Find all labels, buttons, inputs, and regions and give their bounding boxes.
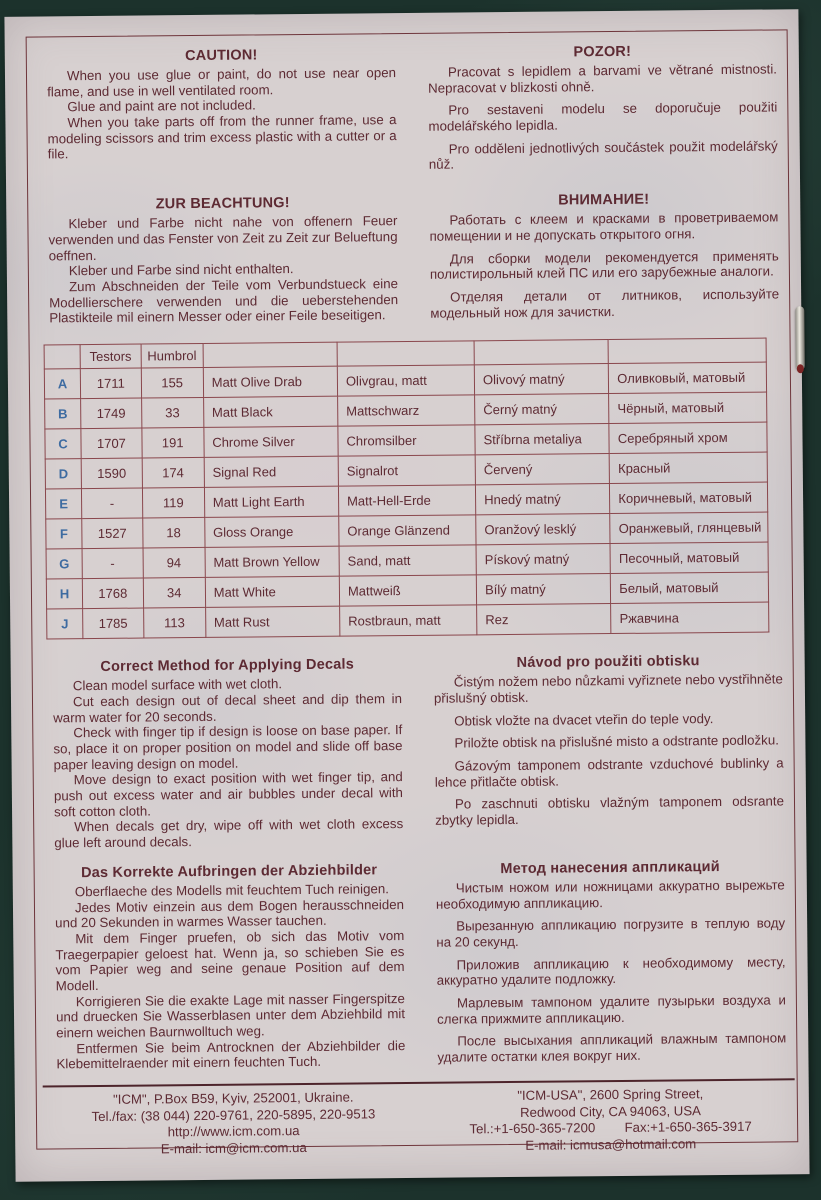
paragraph: Работать с клеем и красками в проветриваемом помещении и не допускать открытого огня. [429,209,779,244]
empty-header-cell [44,345,80,369]
color-name-ru: Серебряный хром [609,422,767,454]
testors-code: 1711 [80,368,141,399]
paragraph: Move design to exact position with wet finger tip, and push out excess water and air bubbles under decal with soft cotton cloth. [53,769,403,820]
paragraph: Pro sestaveni modelu se doporučuje použiti modelářského lepidla. [428,99,778,134]
color-name-de: Chromsilber [338,425,475,456]
testors-code: 1527 [82,518,143,549]
humbrol-code: 113 [143,608,205,639]
footer [57,1085,788,1160]
color-name-de: Signalrot [338,455,475,486]
paragraph: Po zaschnuti obtisku vlažným tamponem odsrante zbytky lepidla. [435,793,785,828]
section-title: Correct Method for Applying Decals [100,656,355,676]
humbrol-code: 191 [142,428,204,459]
color-letter: E [45,489,81,519]
color-name-ru: Красный [609,452,767,484]
paragraph: Kleber und Farbe nicht nahe von offenern Feuer verwenden und das Fenster von Zeit zu Zeit zur Belueftung oeffnen. [48,213,398,263]
color-name-en: Matt Light Earth [204,486,339,517]
humbrol-code: 94 [143,548,205,579]
color-name-de: Sand, matt [339,545,476,576]
color-name-de: Mattschwarz [338,395,475,426]
color-name-en: Matt Black [203,396,338,427]
address-line: "ICM-USA", 2600 Spring Street, [517,1085,704,1103]
color-name-ru: Чёрный, матовый [609,392,767,424]
color-name-de: Rostbraun, matt [340,605,477,636]
paragraph: Korrigieren Sie die exakte Lage mit nasser Fingerspitze und druecken Sie Wasserblasen unter dem Abziehbild mit einern weichen Baurnwolltuch weg. [55,990,406,1041]
testors-code: 1590 [81,458,142,489]
decals-section-english [53,656,404,851]
testors-code: 1768 [82,578,143,609]
section-title: CAUTION! [184,47,258,65]
paragraph: Чистым ножом или ножницами аккуратно вырежьте необходимую аппликацию. [435,877,785,912]
color-name-en: Matt Brown Yellow [205,546,340,577]
color-name-en: Chrome Silver [204,426,339,457]
empty-header-cell [474,340,608,365]
color-name-ru: Оливковый, матовый [609,362,767,394]
footer-address-icm-ukraine [57,1089,411,1160]
color-name-de: Matt-Hell-Erde [338,485,475,516]
empty-header-cell [203,342,337,367]
color-name-de: Olivgrau, matt [337,365,474,396]
color-name-cz: Oranžový lesklý [476,514,611,545]
paragraph: Glue and paint are not included. [67,97,256,115]
color-name-cz: Hnedý matný [476,484,611,515]
paragraph: Pracovat s lepidlem a barvami ve větrané mistnosti. Nepracovat v blizkosti ohně. [428,61,778,96]
paragraph: Čistým nožem nebo nůzkami vyřiznete nebo vystřihněte přislušný obtisk. [433,671,783,706]
color-name-ru: Оранжевый, глянцевый [610,512,768,544]
address-line: Redwood City, CA 94063, USA [519,1102,701,1120]
color-name-en: Matt Rust [205,606,340,637]
section-title: POZOR! [573,43,632,61]
color-name-ru: Песочный, матовый [610,542,768,574]
color-name-en: Matt White [205,576,340,607]
testors-code: 1785 [83,608,144,639]
section-title: Das Korrekte Aufbringen der Abziehbilder [80,862,378,881]
humbrol-code: 119 [142,488,204,519]
paragraph: Для сборки модели рекомендуется применять полистирольный клей ПС или его зарубежные аналоги. [429,247,779,282]
humbrol-code: 34 [143,578,205,609]
color-name-en: Matt Olive Drab [203,366,338,397]
color-name-cz: Stříbrna metaliya [475,424,610,455]
paragraph: Kleber und Farbe sind nicht enthalten. [68,261,294,279]
paragraph: Mit dem Finger pruefen, ob sich das Motiv vom Traegerpapier geloest hat. Wenn ja, so schieben Sie es vom Papier weg and seine genaue Position auf dem Modell. [55,927,405,994]
color-name-cz: Rez [477,604,612,635]
empty-header-cell [608,338,766,364]
paragraph: When decals get dry, wipe off with wet cloth excess glue left around decals. [54,816,404,851]
paragraph: Obtisk vložte na dvacet vteřin do teple vody. [454,710,714,729]
color-name-cz: Bílý matný [476,574,611,605]
testors-code: 1707 [81,428,142,459]
paragraph: Вырезанную аппликацию погрузите в теплую воду на 20 секунд. [436,915,786,950]
humbrol-code: 155 [141,368,203,399]
paragraph: When you take parts off from the runner frame, use a modeling scissors and trim excess plastic with a cutter or a file. [47,112,397,162]
color-name-de: Orange Glänzend [339,515,476,546]
address-line: E-mail: icmusa@hotmail.com [525,1136,697,1154]
color-name-ru: Коричневый, матовый [610,482,768,514]
color-name-cz: Červený [475,454,610,485]
paragraph: Priložte obtisk na přislušné misto a odstrante podložku. [454,732,779,751]
color-name-de: Mattweiß [339,575,476,606]
humbrol-code: 174 [142,458,204,489]
address-line: "ICM", P.Box B59, Kyiv, 252001, Ukraine. [112,1089,354,1107]
color-name-en: Gloss Orange [204,516,339,547]
humbrol-code: 33 [141,398,203,429]
address-line: http://www.icm.com.ua [167,1123,300,1140]
paragraph: Pro odděleni jednotlivých součástek použit modelářský nůž. [428,138,778,173]
testors-code: 1749 [81,398,142,429]
caution-sections [47,42,780,331]
color-letter: A [44,369,80,399]
color-letter: H [46,579,82,609]
page-border-frame [26,29,799,1157]
paragraph: Марлевым тампоном удалите пузырьки воздуха и слегка прижмите аппликацию. [436,992,786,1027]
paragraph: Gázovým tamponem odstrante vzduchové bublinky a lehce přitlačte obtisk. [434,755,784,790]
color-letter: B [45,399,81,429]
section-title: ВНИМАНИЕ! [558,191,650,209]
caution-section-german [48,194,398,331]
decal-instruction-sections [53,653,787,1076]
decals-section-german [55,862,406,1076]
color-name-ru: Ржавчина [611,602,769,634]
paragraph: Clean model surface with wet cloth. [72,676,283,694]
paragraph: Jedes Motiv einzein aus dem Bogen herausschneiden und 20 Sekunden in warmes Wasser tauchen. [55,896,405,931]
staple [795,306,805,370]
empty-header-cell [337,341,474,366]
paragraph: Отделяя детали от литников, используйте модельный нож для зачистки. [430,286,780,321]
paragraph: Zum Abschneiden der Teile vom Verbundstueck eine Modellierschere verwenden und die ueberstehenden Plastikteile mil einern Messer oder einer Feile beseitigen. [49,275,399,326]
paragraph: Check with finger tip if design is loose on base paper. If so, place it on proper position on model and slide off base paper leaving design on model. [53,722,403,773]
address-line: E-mail: icm@icm.com.ua [160,1140,307,1157]
paragraph: Entfermen Sie beim Antrocknen der Abziehbilder die Klebemittelraender mit einern feuchten Tuch. [56,1037,406,1072]
paragraph: Oberflaeche des Modells mit feuchtem Tuch reinigen. [74,880,390,900]
testors-code: - [82,548,143,579]
color-name-cz: Pískový matný [476,544,611,575]
caution-section-russian [429,191,779,328]
column-header-humbrol: Humbrol [141,344,203,369]
paragraph: Cut each design out of decal sheet and dip them in warm water for 20 seconds. [53,690,403,726]
color-letter: F [46,519,82,549]
paragraph: После высыхания аппликаций влажным тампоном удалите остатки клея вокруг них. [437,1030,787,1065]
testors-code: - [82,488,143,519]
caution-section-czech [428,42,778,179]
column-header-testors: Testors [80,344,141,369]
section-title: Návod pro použiti obtisku [516,653,700,672]
color-name-cz: Černý matný [475,394,610,425]
scanned-instruction-sheet [4,9,809,1182]
decals-section-czech [434,653,785,848]
caution-section-english [47,46,397,183]
paint-color-table [44,338,769,640]
table-row [47,602,769,639]
color-letter: D [45,459,81,489]
color-letter: C [45,429,81,459]
color-name-ru: Белый, матовый [611,572,769,604]
section-title: ZUR BEACHTUNG! [155,195,290,213]
color-letter: G [46,549,82,579]
address-line: Tel./fax: (38 044) 220-9761, 220-5895, 220-9513 [91,1105,376,1124]
humbrol-code: 18 [142,518,204,549]
footer-address-icm-usa [434,1085,788,1156]
section-title: Метод нанесения аппликаций [500,858,720,877]
decals-section-russian [436,858,787,1072]
paragraph: When you use glue or paint, do not use near open flame, and use in well ventilated room. [47,65,397,100]
paragraph: Приложив аппликацию к необходимому месту, аккуратно удалите подложку. [436,953,786,988]
color-name-en: Signal Red [204,456,339,487]
color-name-cz: Olivový matný [474,364,609,395]
color-letter: J [47,609,83,639]
address-line: Tel.:+1-650-365-7200 Fax:+1-650-365-3917 [469,1119,752,1137]
